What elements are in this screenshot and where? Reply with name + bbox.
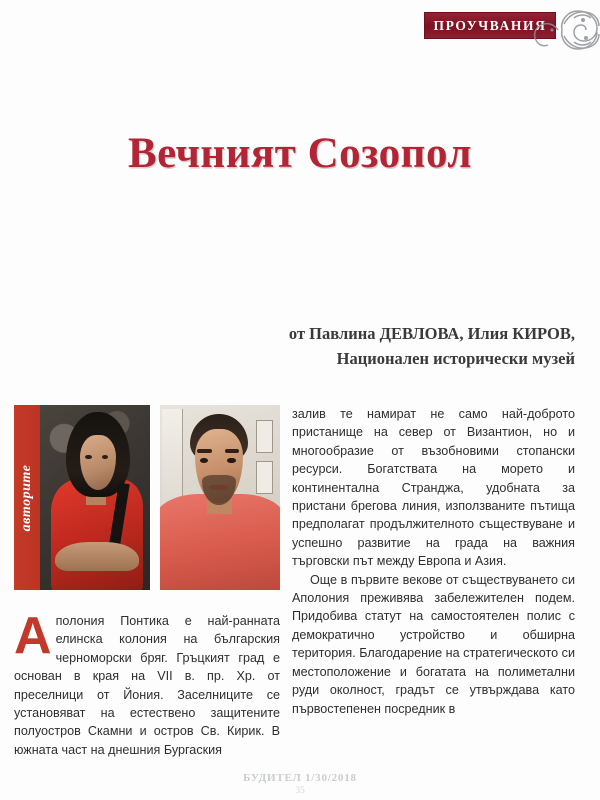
ornamental-flourish-icon [528,0,600,60]
paragraph [14,612,280,759]
photo2-brow-left [197,449,211,453]
authors-tab-label: авторите [19,464,34,531]
author-photo-2 [160,405,280,590]
body-column-right [292,405,575,780]
photo2-wall-frame-upper [256,420,273,453]
page-title: Вечният Созопол [127,129,473,177]
authors-side-tab [14,405,40,590]
byline-affiliation: Национален исторически музей [336,348,575,368]
page-number: 35 [295,786,305,796]
photo2-brow-right [225,449,239,453]
byline [190,322,575,372]
drop-cap: А [14,612,52,665]
photo2-wall-frame-lower [256,461,273,494]
author-photo-1 [40,405,150,590]
body-column-left [14,612,280,780]
rubric-header [0,0,600,64]
photo2-mouth [209,485,228,491]
paragraph-text: полония Понтика е най-ранната елинска колония на българския черноморски бряг. Гръцкият град е основан в края на VII в. пр. Хр. от преселници от Йония. Заселниците се установяват на естествено защитените полуостров Скамни и остров Св. Кирик. В южната част на днешния Бургаския [14,614,280,757]
byline-authors: от Павлина ДЕВЛОВА, Илия КИРОВ, [288,324,575,343]
photo2-eye-right [227,458,235,464]
photo1-arm [55,542,139,572]
paragraph: Още в първите векове от съществуването си Аполония преживява забележителен подем. Придобива статут на самостоятелен полис с демократично устройство и обширна територия. Благодарение на стратегическото си местоположение и богатата на полиметални руди околност, градът се утвърждава като първостепенен посредник в [292,572,575,716]
rubric-label: ПРОУЧВАНИЯ [433,17,547,33]
publication-mark: БУДИТЕЛ 1/30/2018 [243,772,357,784]
authors-photo-block [14,405,280,590]
paragraph: залив те намират не само най-доброто пристанище на север от Византион, но и многообразие от възобновими стопански ресурси. Богатствата на морето и континентална Странджа, удобната за пристани брегова линия, използваните пътища предполагат продължителното съществуване и успешно развитие на града на важния търговски път между Европа и Азия. [292,407,575,569]
